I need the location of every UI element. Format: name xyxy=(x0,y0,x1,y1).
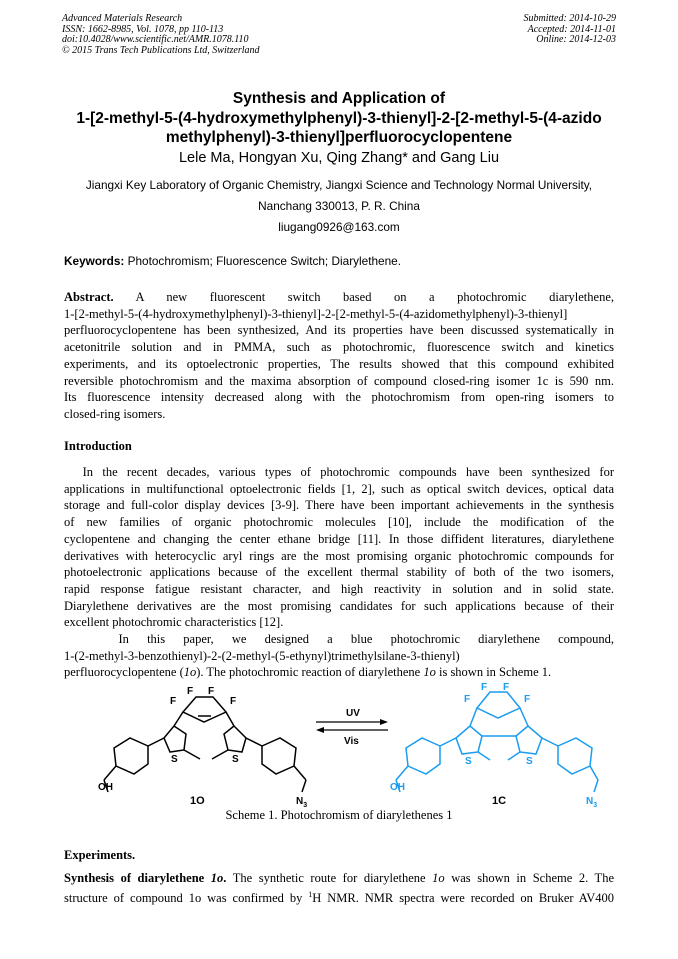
intro-line: applications in multifunctional optoelectronic fields [1, 2], such as optical switch devices, optical data xyxy=(64,481,614,496)
subsection-label xyxy=(64,871,226,885)
sulfur-label: S xyxy=(232,754,239,765)
issn-line: ISSN: 1662-8985, Vol. 1078, pp 110-113 xyxy=(62,23,224,35)
text-run: Synthesis of diarylethene xyxy=(64,871,211,885)
abstract-line: Its fluorescence intensity decreased along with the photochromism from open-ring isomers to xyxy=(64,390,614,405)
experiments-line xyxy=(64,870,614,887)
keywords xyxy=(64,254,401,268)
abstract-line: reversible photochromism and the maxima absorption of compound closed-ring isomer 1c is 590 nm. xyxy=(64,373,614,388)
experiments-heading: Experiments. xyxy=(64,848,136,862)
superscript: 1 xyxy=(308,889,313,899)
abstract-label: Abstract. xyxy=(64,290,114,304)
intro-line: derivatives with heterocyclic aryl rings are the most promising organic photochromic compounds for xyxy=(64,548,614,563)
abstract-text: A new fluorescent switch based on a photochromic diarylethene, xyxy=(113,290,614,304)
azide-subscript: 3 xyxy=(303,802,308,809)
cyclopentene-ring xyxy=(183,697,226,722)
intro-line: In this paper, we designed a blue photochromic diarylethene compound, xyxy=(64,632,614,647)
fluorine-label: F xyxy=(524,694,531,705)
email: liugang0926@163.com xyxy=(278,220,400,234)
fluorine-label: F xyxy=(464,694,471,705)
online-date: Online: 2014-12-03 xyxy=(536,34,616,45)
accepted-date: Accepted: 2014-11-01 xyxy=(527,23,616,35)
closed-isomer-label: 1C xyxy=(492,795,507,807)
sulfur-label: S xyxy=(465,756,472,767)
vis-label: Vis xyxy=(344,736,359,747)
journal-name: Advanced Materials Research xyxy=(62,13,183,24)
abstract-line: perfluorocyclopentene has been synthesized, And its properties have been discussed systematically in xyxy=(64,323,614,338)
title-line-2: 1-[2-methyl-5-(4-hydroxymethylphenyl)-3-thienyl]-2-[2-methyl-5-(4-azido xyxy=(76,109,602,127)
azide-n: N xyxy=(586,796,594,807)
open-isomer-label: 1O xyxy=(190,795,205,807)
fluorine-label: F xyxy=(187,686,194,697)
azide-n: N xyxy=(296,796,304,807)
abstract-line: acetonitrile solution and in PMMA, such as photochromic, fluorescence switch and kinetics xyxy=(64,340,614,355)
introduction-heading: Introduction xyxy=(64,439,132,453)
copyright-line: © 2015 Trans Tech Publications Ltd, Switzerland xyxy=(62,44,260,56)
open-isomer-structure xyxy=(104,697,306,792)
abstract-line: experiments, and its optoelectronic properties, The results showed that this compound exhibited xyxy=(64,356,614,371)
text-run: was shown in Scheme 2. The xyxy=(444,871,614,885)
intro-line: excellent photochromic characteristics [12]. xyxy=(64,615,284,630)
benzene-ring-right xyxy=(262,738,296,774)
equilibrium-arrows xyxy=(316,719,388,733)
scheme-caption: Scheme 1. Photochromism of diarylethenes 1 xyxy=(225,808,453,822)
compound-ref: 1o xyxy=(432,871,445,885)
intro-line: Diarylethene derivatives are the most promising candidates for such applications because of their xyxy=(64,598,614,613)
authors: Lele Ma, Hongyan Xu, Qing Zhang* and Gang Liu xyxy=(178,150,500,166)
text-run: The synthetic route for diarylethene xyxy=(226,871,433,885)
intro-line: rapid response fatigue resistant character, and high reactivity in solution and in solid state. xyxy=(64,581,614,596)
thiophene-ring-right xyxy=(516,726,542,754)
title-line-3: methylphenyl)-3-thienyl]perfluorocyclopentene xyxy=(165,129,513,146)
intro-line: storage and full-color display devices [3-9]. There have been important achievements in the synthesis xyxy=(64,498,614,513)
closed-isomer-structure xyxy=(396,692,598,792)
benzene-ring-left xyxy=(406,738,440,774)
abstract-line xyxy=(64,289,614,306)
doi-line: doi:10.4028/www.scientific.net/AMR.1078.110 xyxy=(62,34,249,45)
sulfur-label: S xyxy=(171,754,178,765)
intro-line: cyclopentene and changing the center ethane bridge [11]. In those diffident literatures, diarylethene xyxy=(64,531,614,546)
abstract xyxy=(64,289,614,423)
hydroxyl-label: OH xyxy=(390,782,405,793)
compound-ref: 1o xyxy=(210,871,224,885)
thiophene-ring-left xyxy=(456,726,482,754)
thiophene-ring-left xyxy=(164,726,186,752)
compound-ref: 1o xyxy=(423,665,436,680)
text-run: structure of compound 1o was confirmed by xyxy=(64,890,309,905)
fluorine-label: F xyxy=(481,682,488,693)
fluorine-label: F xyxy=(230,696,237,707)
abstract-line: 1-[2-methyl-5-(4-hydroxymethylphenyl)-3-thienyl]-2-[2-methyl-5-(4-azidomethylphenyl)-3-thienyl] xyxy=(64,306,568,321)
text-run: . xyxy=(223,871,227,885)
text-run: is shown in Scheme 1. xyxy=(435,665,552,680)
introduction-paragraph xyxy=(64,464,614,681)
title-line-1: Synthesis and Application of xyxy=(232,90,446,107)
hydroxyl-label: OH xyxy=(98,782,113,793)
thiophene-ring-right xyxy=(224,726,246,752)
cyclopentene-ring xyxy=(477,692,520,718)
fluorine-label: F xyxy=(170,696,177,707)
experiments-paragraph xyxy=(64,870,614,907)
submitted-date: Submitted: 2014-10-29 xyxy=(523,13,616,24)
keywords-text: Photochromism; Fluorescence Switch; Diarylethene. xyxy=(124,254,401,268)
keywords-label: Keywords: xyxy=(64,254,125,268)
sulfur-label: S xyxy=(526,756,533,767)
intro-line: photoelectronic applications because of the excellent thermal stability of both of the two isomers, xyxy=(64,565,614,580)
azide-subscript: 3 xyxy=(593,802,598,809)
text-run: perfluorocyclopentene ( xyxy=(64,665,184,680)
compound-ref: 1o xyxy=(183,665,197,680)
dates-info xyxy=(524,14,617,46)
intro-line: In the recent decades, various types of photochromic compounds have been synthesized for xyxy=(64,465,614,479)
fluorine-label: F xyxy=(208,686,215,697)
intro-line: of new families of organic photochromic molecules [10], include the modification of the xyxy=(64,515,614,530)
affiliation xyxy=(40,175,638,217)
uv-label: UV xyxy=(346,708,360,719)
text-run: H NMR. NMR spectra were recorded on Bruker AV400 xyxy=(312,890,614,905)
journal-info xyxy=(62,14,260,56)
paper-title xyxy=(40,89,638,148)
benzene-ring-right xyxy=(558,738,592,774)
benzene-ring-left xyxy=(114,738,148,774)
abstract-line: closed-ring isomers. xyxy=(64,406,166,421)
text-run: ). The photochromic reaction of diarylethene xyxy=(196,665,424,680)
affiliation-line-2: Nanchang 330013, P. R. China xyxy=(258,199,420,213)
intro-line: 1-(2-methyl-3-benzothienyl)-2-(2-methyl-(5-ethynyl)trimethylsilane-3-thienyl) xyxy=(64,648,460,663)
scheme-1-figure xyxy=(90,664,610,812)
experiments-line xyxy=(64,887,614,907)
fluorine-label: F xyxy=(503,682,510,693)
affiliation-line-1: Jiangxi Key Laboratory of Organic Chemistry, Jiangxi Science and Technology Normal University, xyxy=(85,178,593,192)
